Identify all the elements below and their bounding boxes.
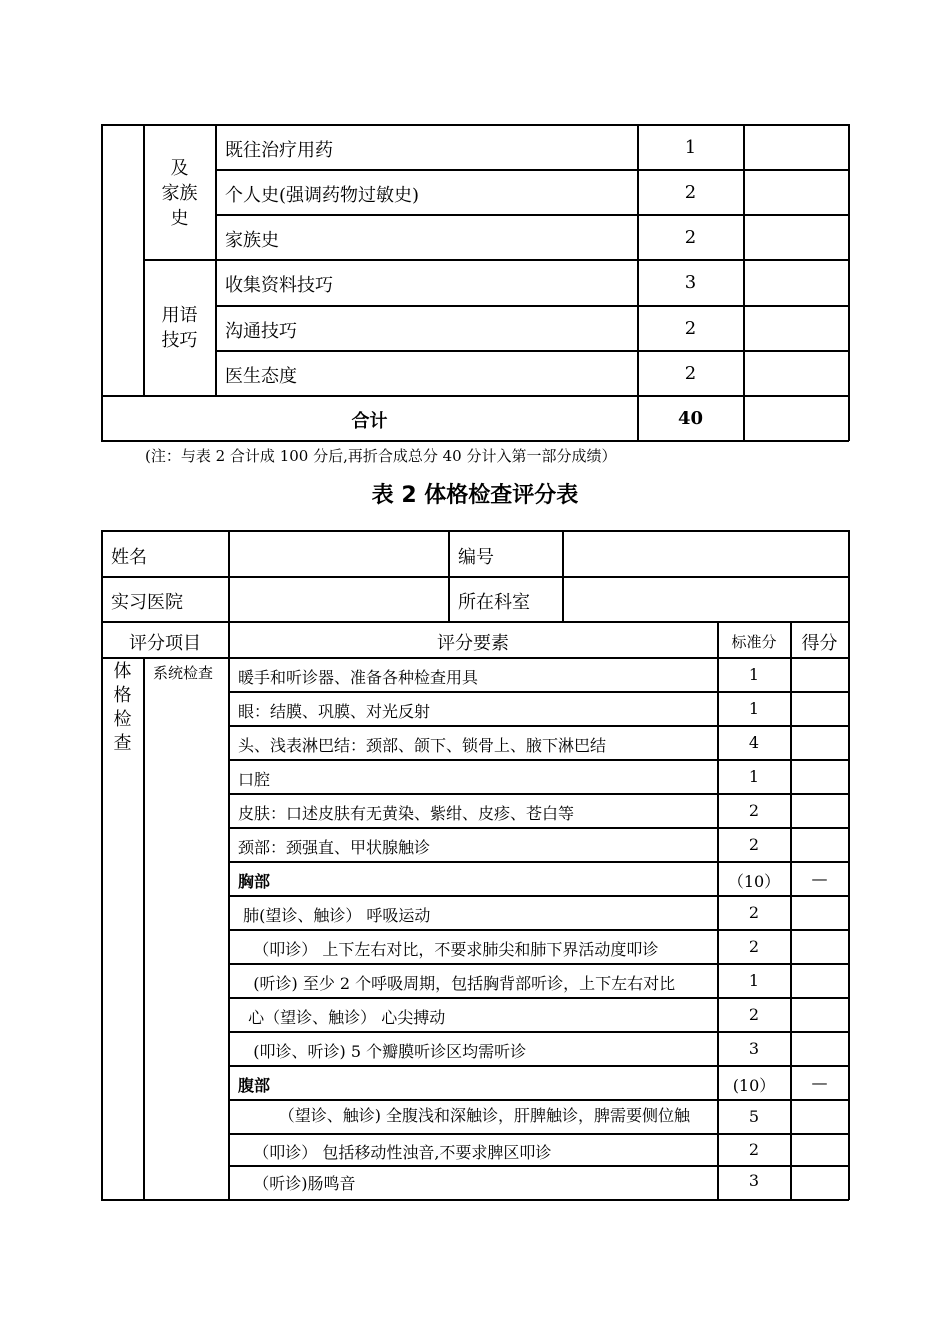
row-text: （听诊)肠鸣音 [238,1174,356,1193]
row-text: 头、浅表淋巴结：颈部、颌下、锁骨上、腋下淋巴结 [238,736,607,755]
department-field[interactable] [564,578,847,620]
item-score: 2 [684,363,697,384]
item-label: 既往治疗用药 [225,140,333,161]
item-score: 2 [684,182,697,203]
item-label: 个人史(强调药物过敏史) [225,185,420,206]
row-score: 1 [748,665,760,684]
row-text: 肺(望诊、触诊） 呼吸运动 [238,906,431,925]
row-dash: — [811,1073,828,1092]
header-elements: 评分要素 [437,633,509,654]
department-label: 所在科室 [458,592,530,613]
row-text: （叩诊） 包括移动性浊音,不要求脾区叩诊 [238,1143,552,1162]
header-standard: 标准分 [731,633,777,651]
row-score: 2 [748,801,760,820]
name-label: 姓名 [111,547,147,568]
row-text: (叩诊、听诊) 5 个瓣膜听诊区均需听诊 [238,1042,527,1061]
row-text: 眼：结膜、巩膜、对光反射 [238,702,431,721]
item-label: 医生态度 [225,366,297,387]
subcategory-label: 系统检查 [153,664,214,682]
row-score: 3 [748,1171,760,1190]
row-score: 5 [748,1107,760,1126]
hospital-field[interactable] [230,578,447,620]
row-text: 皮肤：口述皮肤有无黄染、紫绀、皮疹、苍白等 [238,804,575,823]
header-obtained: 得分 [801,633,838,654]
table-title: 表 2 体格检查评分表 [371,483,579,508]
item-score: 2 [684,227,697,248]
number-label: 编号 [458,547,494,568]
item-label: 家族史 [225,230,279,251]
number-field[interactable] [564,532,847,575]
category-label: 体 格 检 查 [113,661,132,754]
row-score: 1 [748,699,760,718]
row-score: 2 [748,1005,760,1024]
name-field[interactable] [230,532,447,575]
row-score: 1 [748,971,760,990]
hospital-label: 实习医院 [111,592,183,613]
group-label-history: 及 家族 史 [161,158,198,229]
row-dash: — [811,869,828,888]
row-score: （10） [727,872,781,891]
total-score: 40 [677,408,704,429]
section-heading: 胸部 [238,872,271,891]
item-label: 收集资料技巧 [225,275,333,296]
row-score: 3 [748,1039,760,1058]
row-text: 暖手和听诊器、准备各种检查用具 [238,668,479,687]
item-score: 3 [684,272,697,293]
row-score: 1 [748,767,760,786]
row-text: （叩诊） 上下左右对比，不要求肺尖和肺下界活动度叩诊 [238,940,659,959]
row-text: 颈部：颈强直、甲状腺触诊 [238,838,431,857]
total-label: 合计 [351,411,388,432]
item-score: 1 [684,137,697,158]
row-text: 口腔 [238,770,271,789]
row-score: 4 [748,733,760,752]
row-score: 2 [748,835,760,854]
row-text: (听诊) 至少 2 个呼吸周期，包括胸背部听诊，上下左右对比 [238,974,676,993]
header-item: 评分项目 [129,633,201,654]
note-text: (注：与表 2 合计成 100 分后,再折合成总分 40 分计入第一部分成绩） [145,447,617,465]
section-heading: 腹部 [238,1076,271,1095]
row-score: 2 [748,937,760,956]
item-label: 沟通技巧 [225,321,297,342]
row-text: 心（望诊、触诊） 心尖搏动 [238,1008,446,1027]
group-label-language: 用语 技巧 [161,305,198,351]
row-text: （望诊、触诊) 全腹浅和深触诊，肝脾触诊，脾需要侧位触 [238,1106,691,1125]
item-score: 2 [684,318,697,339]
row-score: 2 [748,903,760,922]
row-score: 2 [748,1140,760,1159]
row-score: (10） [732,1076,776,1095]
